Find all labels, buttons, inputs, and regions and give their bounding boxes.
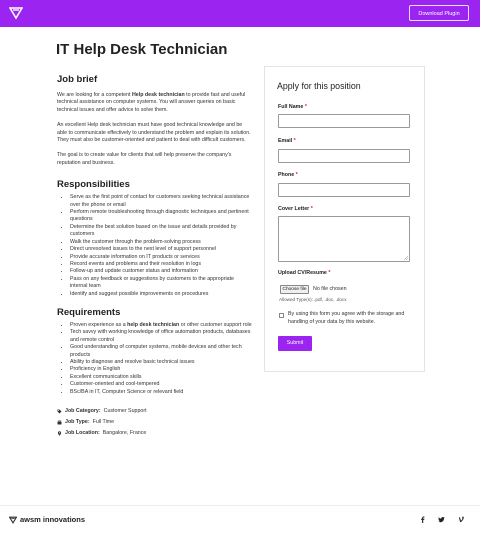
email-input[interactable]: [278, 149, 410, 163]
list-item: • Direct unresolved issues to the next level of support personnel: [70, 246, 252, 253]
footer-divider: [0, 505, 480, 506]
requirements-list: [57, 322, 252, 396]
job-category: Job Category: Customer Support: [57, 408, 252, 415]
download-plugin-button[interactable]: Download Plugin: [409, 5, 469, 21]
twitter-icon[interactable]: [438, 516, 445, 523]
phone-input[interactable]: [278, 183, 410, 197]
submit-button[interactable]: Submit: [278, 336, 312, 351]
list-item: • Perform remote troubleshooting through diagnostic techniques and pertinent questions: [70, 209, 252, 224]
list-item: • Pass on any feedback or suggestions by customers to the appropriate internal team: [70, 276, 252, 291]
list-item: • Excellent communication skills: [70, 374, 252, 381]
job-specs: [57, 408, 252, 437]
list-item: • BSc/BA in IT, Computer Science or relevant field: [70, 389, 252, 396]
list-item: • Determine the best solution based on the issue and details provided by customers: [70, 224, 252, 239]
awsm-logo-icon: [9, 516, 17, 524]
job-brief-heading: Job brief: [57, 74, 98, 85]
list-item: • Record events and problems and their resolution in logs: [70, 261, 252, 268]
email-label: Email *: [278, 138, 296, 144]
requirements-heading: Requirements: [57, 306, 121, 318]
job-brief-paragraph-2: An excellent Help desk technician must have good technical knowledge and be able to communicate effectively to understand the problem and explain its solution. They must also be customer-oriented and patient to deal with difficult customers.: [57, 122, 251, 144]
list-item: • Good understanding of computer systems, mobile devices and other tech products: [70, 344, 252, 359]
job-description: [57, 74, 252, 437]
list-item: • Identify and suggest possible improvements on procedures: [70, 291, 252, 298]
list-item: • Walk the customer through the problem-solving process: [70, 239, 252, 246]
form-heading: Apply for this position: [277, 81, 361, 91]
job-brief-paragraph-3: The goal is to create value for clients that will help preserve the company's reputation and business.: [57, 152, 232, 166]
phone-label: Phone *: [278, 172, 298, 178]
list-item: • Proficiency in English: [70, 366, 252, 373]
responsibilities-list: [57, 194, 252, 298]
choose-file-button[interactable]: Choose file: [280, 285, 309, 294]
responsibilities-heading: Responsibilities: [57, 179, 130, 191]
briefcase-icon: [57, 420, 62, 425]
resize-handle-icon[interactable]: [404, 256, 408, 260]
facebook-icon[interactable]: [419, 516, 426, 523]
job-location: Job Location: Bangalore, France: [57, 430, 252, 437]
list-item: • Serve as the first point of contact for customers seeking technical assistance over the phone or email: [70, 194, 252, 209]
vine-icon[interactable]: [458, 516, 465, 523]
tags-icon: [57, 409, 62, 414]
cover-letter-label: Cover Letter *: [278, 206, 313, 212]
full-name-input[interactable]: [278, 114, 410, 128]
awsm-logo-icon[interactable]: [9, 6, 23, 20]
list-item: • Tech savvy with working knowledge of office automation products, databases and remote control: [70, 329, 252, 344]
top-header: [0, 0, 480, 27]
full-name-label: Full Name *: [278, 104, 307, 110]
job-type: Job Type: Full Time: [57, 419, 252, 426]
location-pin-icon: [57, 431, 62, 436]
list-item: • Follow-up and update customer status and information: [70, 268, 252, 275]
allowed-types-note: Allowed Type(s): .pdf, .doc, .docx: [279, 297, 347, 302]
list-item: • Provide accurate information on IT products or services: [70, 254, 252, 261]
cover-letter-textarea[interactable]: [278, 216, 410, 262]
footer-brand: awsm innovations: [20, 515, 86, 524]
consent-checkbox[interactable]: [279, 313, 284, 318]
list-item: • Proven experience as a help desk technician or other customer support role: [70, 322, 252, 329]
job-brief-paragraph-1: We are looking for a competent Help desk technician to provide fast and useful technical assistance on computer systems. You will answer queries on basic technical issues and offer advice to solve them.: [57, 92, 246, 113]
list-item: • Ability to diagnose and resolve basic technical issues: [70, 359, 252, 366]
consent-text: By using this form you agree with the storage and handling of your data by this website.: [288, 311, 405, 325]
page-title: IT Help Desk Technician: [56, 41, 228, 58]
list-item: • Customer-oriented and cool-tempered: [70, 381, 252, 388]
file-status: No file chosen: [313, 286, 347, 292]
cv-upload-label: Upload CV/Resume *: [278, 270, 331, 276]
